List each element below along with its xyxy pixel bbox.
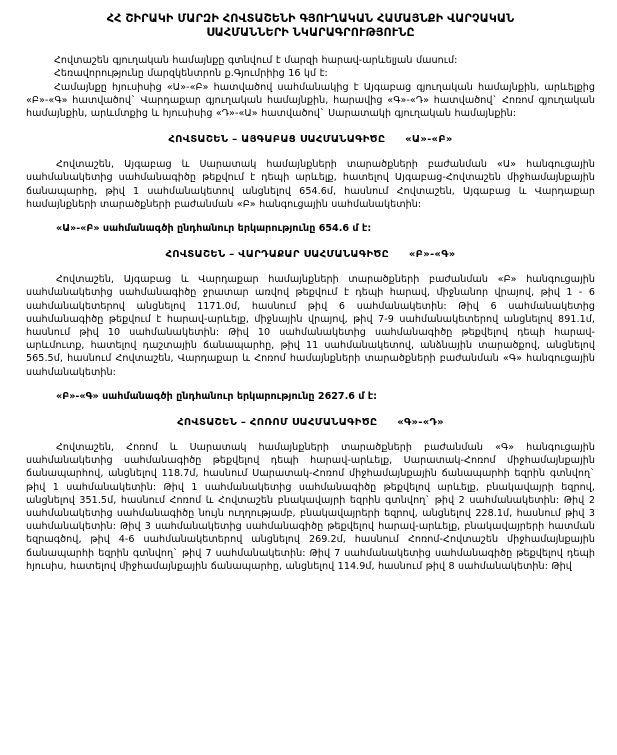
intro-block bbox=[26, 54, 595, 120]
section-heading-3 bbox=[26, 416, 595, 430]
section-1-body: Հովտաշեն, Այգաբաց և Սարատակ համայնքների տարածքների բաժանման «Ա» հանգուցային սահմանակետից սահմանագիծը թեքվում է դեպի արևելք, հատելով Այգաբաց-Հովտաշեն միջհամայնքային ճանապարհը, թիվ 1 սահմանակետով անցնելով 654.6մ, հասնում Հովտաշեն, Այգաբաց և Վարդաքար համայնքների տարածքների բաժանման «Բ» հանգուցային սահմանակետին: bbox=[26, 159, 595, 210]
section-heading-1-text: ՀՈՎՏԱՇԵՆ – ԱՅԳԱԲԱՑ ՍԱՀՄԱՆԱԳԻԾԸ bbox=[168, 134, 386, 146]
section-heading-2-text: ՀՈՎՏԱՇԵՆ – ՎԱՐԴԱՔԱՐ ՍԱՀՄԱՆԱԳԻԾԸ bbox=[165, 249, 390, 261]
intro-paragraph-3: Համայնքը հյուսիսից «Ա»-«Բ» հատվածով սահմանակից է Այգաբաց գյուղական համայնքին, արևելքից «Բ»-«Գ» հատվածով` Վարդաքար գյուղական համայնքին, հարավից «Գ»-«Դ» հատվածով` Հոռոմ գյուղական համայնքին, արևմտքից և հյուսիսից «Դ»-«Ա» հատվածով` Սարատակի գյուղական համայնքին: bbox=[26, 81, 595, 119]
section-2-summary: «Բ»-«Գ» սահմանագծի ընդհանուր երկարությունը 2627.6 մ է: bbox=[56, 390, 378, 402]
spacer-after-title bbox=[26, 39, 595, 54]
spacer-before-summary-1 bbox=[26, 211, 595, 222]
spacer-before-summary-2 bbox=[26, 379, 595, 390]
section-heading-2-segment: «Բ»-«Գ» bbox=[408, 249, 456, 261]
spacer-after-heading-2 bbox=[26, 262, 595, 273]
section-2-body: Հովտաշեն, Այգաբաց և Վարդաքար համայնքների տարածքների բաժանման «Բ» հանգուցային սահմանակետից սահմանագիծը ջրատար առվով թեքվում է դեպի հարավ, միջնանոր վրայով, թիվ 1 - 6 սահմանակետերով անցնելով 1171.0մ, հասնում թիվ 6 սահմանակետին: Թիվ 6 սահմանակետից սահմանագիծը թեքվում է հարավ-արևելք, միջնային վրայով, թիվ 7-9 սահմանակետերով անցնելով 891.1մ, հասնում թիվ 10 սահմանակետին: Թիվ 10 սահմանակետից սահմանագիծը թեքվելով դեպի հարավ-արևմուտք, հատելով դաշտային ճանապարհը, թիվ 11 սահմանակետով, անձնային տարածքով, անցնելով 565.5մ, հասնում Հովտաշեն, Վարդաքար և Հոռոմ համայնքների տարածքների բաժանման «Գ» հանգուցային սահմանակետին: bbox=[26, 274, 595, 378]
spacer-before-section-2 bbox=[26, 235, 595, 248]
intro-paragraph-2: Հեռավորությունը մարզկենտրոն ք.Գյումրիից 16 կմ է: bbox=[54, 68, 328, 80]
document-title-line-1: ՀՀ ՇԻՐԱԿԻ ՄԱՐԶԻ ՀՈՎՏԱՇԵՆԻ ԳՅՈՒՂԱԿԱՆ ՀԱՄԱՅՆՔԻ ՎԱՐՉԱԿԱՆ bbox=[106, 12, 515, 25]
spacer-before-section-3 bbox=[26, 403, 595, 416]
intro-paragraph-1: Հովտաշեն գյուղական համայնքը գտնվում է մարզի հարավ-արևելյան մասում: bbox=[54, 55, 458, 67]
section-heading-3-text: ՀՈՎՏԱՇԵՆ – ՀՈՌՈՄ ՍԱՀՄԱՆԱԳԻԾԸ bbox=[177, 417, 378, 429]
section-heading-1 bbox=[26, 133, 595, 147]
document-title bbox=[26, 12, 595, 39]
section-1-summary: «Ա»-«Բ» սահմանագծի ընդհանուր երկարությունը 654.6 մ է: bbox=[56, 223, 372, 235]
section-heading-1-segment: «Ա»-«Բ» bbox=[405, 134, 453, 146]
section-3-body: Հովտաշեն, Հոռոմ և Սարատակ համայնքների տարածքների բաժանման «Գ» հանգուցային սահմանակետից սահմանագիծը թեքվելով դեպի հարավ-արևելք, Սարատակ-Հոռոմ միջհամայնքային ճանապարհով, անցնելով 118.7մ, հասնում Սարատակ-Հոռոմ միջհամայնքային ճանապարհի եզրին գտնվող` թիվ 1 սահմանակետին: Թիվ 1 սահմանակետից սահմանագիծը թեքվելով արևելք, բնակավայրի եզրով, անցնելով 351.5մ, հասնում Հոռոմ և Հովտաշեն բնակավայրի եզրին գտնվող` թիվ 2 սահմանակետին: Թիվ 2 սահմանակետից սահմանագիծը նույն ուղղությամբ, բնակավայրերի եզրով, անցնելով 228.1մ, հասնում թիվ 3 սահմանակետին: Թիվ 3 սահմանակետից սահմանագիծը թեքվելով հարավ-արևելք, բնակավայրերի հատման եզրագծով, թիվ 4-6 սահմանակետերով անցնելով 269.2մ, հասնում Հոռոմ-Հովտաշեն միջհամայնքային ճանապարհի եզրին գտնվող` թիվ 7 սահմանակետին: Թիվ 7 սահմանակետից սահմանագիծը թեքվելով դեպի հյուսիս, հատելով միջհամայնքային ճանապարհը, անցնելով 114.9մ, հասնում թիվ 8 սահմանակետին: Թիվ bbox=[26, 442, 595, 572]
section-heading-3-segment: «Գ»-«Դ» bbox=[397, 417, 444, 429]
spacer-after-heading-3 bbox=[26, 430, 595, 441]
spacer-before-section-1 bbox=[26, 120, 595, 133]
spacer-after-heading-1 bbox=[26, 147, 595, 158]
section-heading-2 bbox=[26, 248, 595, 262]
document-title-line-2: ՍԱՀՄԱՆՆԵՐԻ ՆԿԱՐԱԳՐՈՒԹՅՈՒՆԸ bbox=[206, 25, 415, 39]
